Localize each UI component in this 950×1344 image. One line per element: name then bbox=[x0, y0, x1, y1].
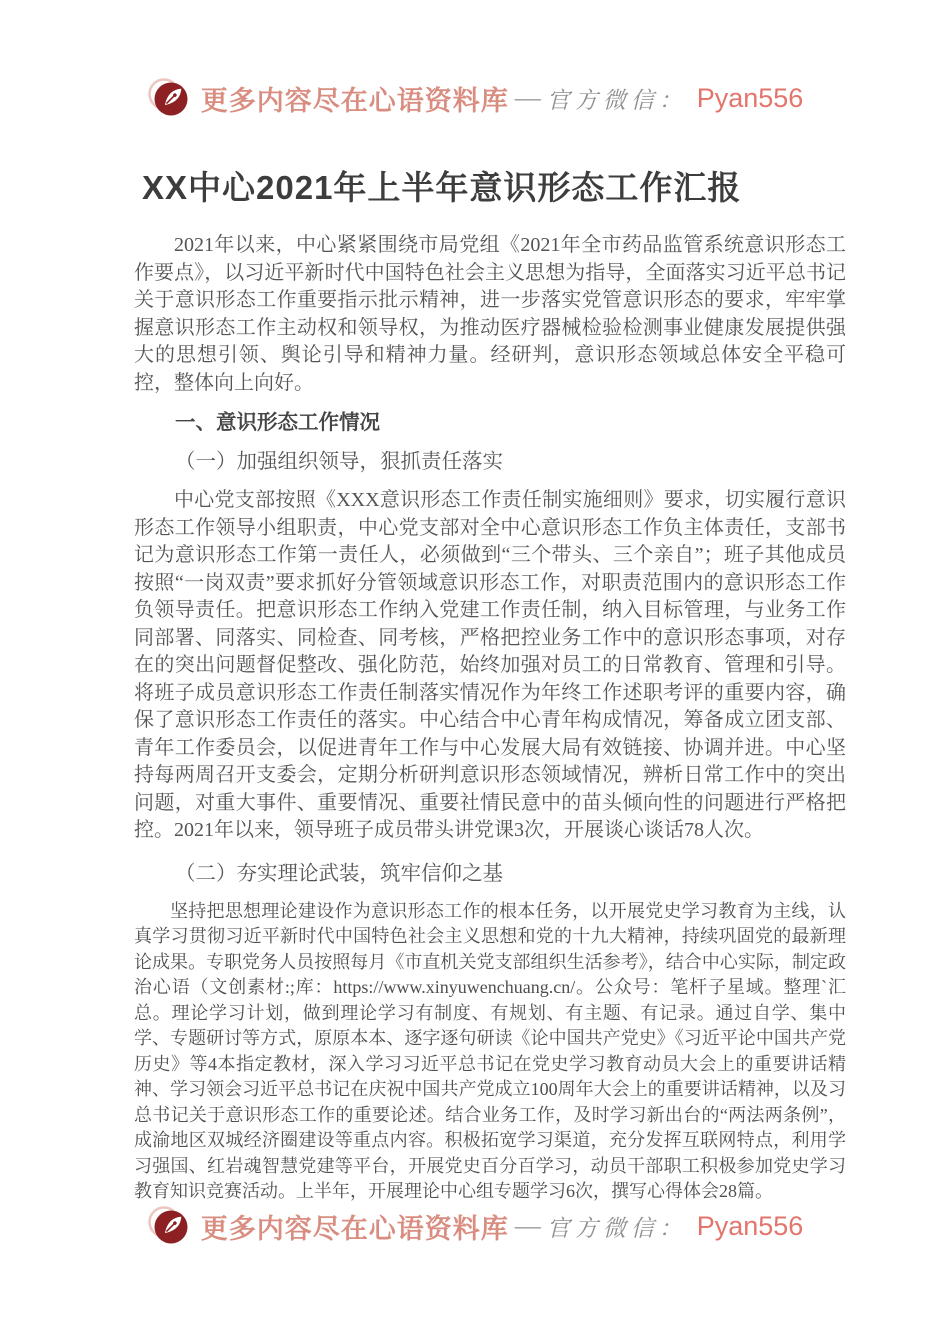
wechat-label: 官方微信： bbox=[546, 87, 687, 113]
watermark-dash: — bbox=[514, 1211, 541, 1240]
header-watermark bbox=[0, 76, 950, 120]
subsection-1-heading: （一）加强组织领导，狠抓责任落实 bbox=[175, 451, 503, 473]
wechat-id: Pyan556 bbox=[696, 1210, 804, 1241]
wechat-label: 官方微信： bbox=[546, 1215, 687, 1241]
wechat-id: Pyan556 bbox=[696, 82, 804, 113]
watermark-dash: — bbox=[514, 83, 541, 112]
pen-nib-logo-icon bbox=[147, 1204, 191, 1248]
document-title: XX中心2021年上半年意识形态工作汇报 bbox=[142, 169, 742, 206]
document-content bbox=[134, 166, 846, 1205]
watermark-slogan: 更多内容尽在心语资料库 bbox=[200, 85, 509, 116]
subsection-1-paragraph: 中心党支部按照《XXX意识形态工作责任制实施细则》要求，切实履行意识形态工作领导小组职责，中心党支部对全中心意识形态工作负主体责任，支部书记为意识形态工作第一责任人，必须做到“三个带头、三个亲自”；班子其他成员按照“一岗双责”要求抓好分管领域意识形态工作，对职责范围内的意识形态工作负领导责任。把意识形态工作纳入党建工作责任制，纳入目标管理，与业务工作同部署、同落实、同检查、同考核，严格把控业务工作中的意识形态事项，对存在的突出问题督促整改、强化防范，始终加强对员工的日常教育、管理和引导。将班子成员意识形态工作责任制落实情况作为年终工作述职考评的重要内容，确保了意识形态工作责任的落实。中心结合中心青年构成情况，筹备成立团支部、青年工作委员会，以促进青年工作与中心发展大局有效链接、协调并进。中心坚持每两周召开支委会，定期分析研判意识形态领域情况，辨析日常工作中的突出问题，对重大事件、重要情况、重要社情民意中的苗头倾向性的问题进行严格把控。2021年以来，领导班子成员带头讲党课3次，开展谈心谈话78人次。 bbox=[134, 489, 846, 841]
subsection-2-paragraph: 坚持把思想理论建设作为意识形态工作的根本任务，以开展党史学习教育为主线，认真学习贯彻习近平新时代中国特色社会主义思想和党的十九大精神，持续巩固党的最新理论成果。专职党务人员按照每月《市直机关党支部组织生活参考》，结合中心实际，制定政治心语（文创素材:;库：https://www.xinyuwenchuang.cn/。公众号：笔杆子星域。整理`汇总。理论学习计划，做到理论学习有制度、有规划、有主题、有记录。通过自学、集中学、专题研讨等方式，原原本本、逐字逐句研读《论中国共产党史》《习近平论中国共产党历史》等4本指定教材，深入学习习近平总书记在党史学习教育动员大会上的重要讲话精神、学习领会习近平总书记在庆祝中国共产党成立100周年大会上的重要讲话精神，以及习总书记关于意识形态工作的重要论述。结合业务工作，及时学习新出台的“两法两条例”，成渝地区双城经济圈建设等重点内容。积极拓宽学习渠道，充分发挥互联网特点，利用学习强国、红岩魂智慧党建等平台，开展党史百分百学习，动员干部职工积极参加党史学习教育知识竞赛活动。上半年，开展理论中心组专题学习6次，撰写心得体会28篇。 bbox=[134, 900, 846, 1201]
section-1-heading: 一、意识形态工作情况 bbox=[175, 411, 380, 434]
subsection-2-heading: （二）夯实理论武装，筑牢信仰之基 bbox=[175, 862, 503, 885]
footer-watermark bbox=[0, 1204, 950, 1248]
watermark-slogan: 更多内容尽在心语资料库 bbox=[200, 1213, 509, 1244]
intro-paragraph: 2021年以来，中心紧紧围绕市局党组《2021年全市药品监管系统意识形态工作要点》，以习近平新时代中国特色社会主义思想为指导，全面落实习近平总书记关于意识形态工作重要指示批示精神，进一步落实党管意识形态的要求，牢牢掌握意识形态工作主动权和领导权，为推动医疗器械检验检测事业健康发展提供强大的思想引领、舆论引导和精神力量。经研判，意识形态领域总体安全平稳可控，整体向上向好。 bbox=[134, 234, 846, 394]
pen-nib-logo-icon bbox=[147, 76, 191, 120]
